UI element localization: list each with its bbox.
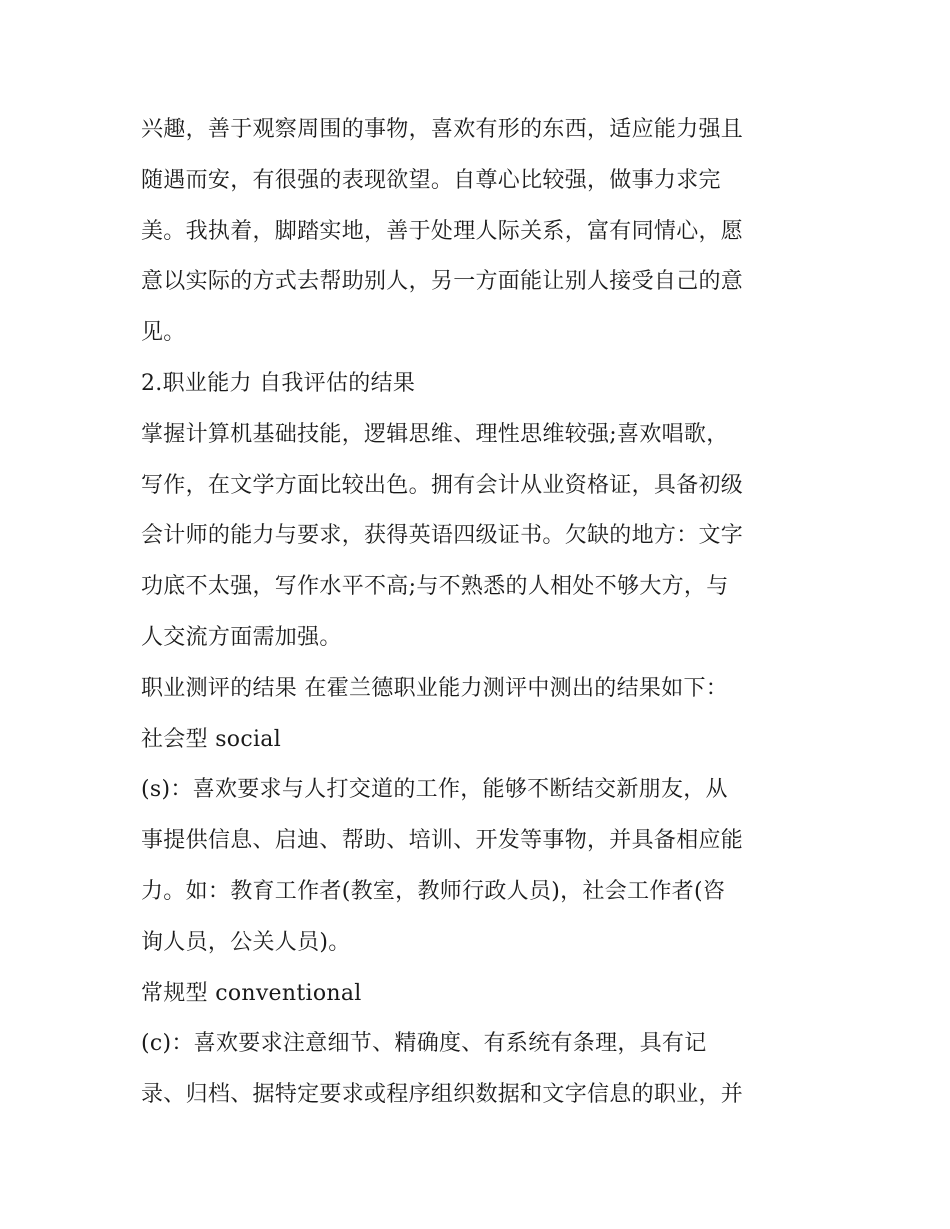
text-line: 职业测评的结果 在霍兰德职业能力测评中测出的结果如下： xyxy=(141,675,729,701)
text-line: 录、归档、据特定要求或程序组织数据和文字信息的职业，并 xyxy=(141,1082,744,1108)
text-line: 询人员，公关人员)。 xyxy=(141,929,351,955)
type-heading-social: 社会型 social xyxy=(141,726,282,752)
text-line: 意以实际的方式去帮助别人，另一方面能让别人接受自己的意 xyxy=(141,269,744,295)
text-line: 人交流方面需加强。 xyxy=(141,624,342,650)
document-body xyxy=(141,105,821,1121)
text-line: 功底不太强，写作水平不高;与不熟悉的人相处不够大方，与 xyxy=(141,574,729,600)
text-line: (s)：喜欢要求与人打交道的工作，能够不断结交新朋友，从 xyxy=(141,777,728,803)
text-line: 兴趣，善于观察周围的事物，喜欢有形的东西，适应能力强且 xyxy=(141,117,744,142)
text-line: 掌握计算机基础技能，逻辑思维、理性思维较强;喜欢唱歌， xyxy=(141,421,729,447)
text-line: 写作，在文学方面比较出色。拥有会计从业资格证，具备初级 xyxy=(141,472,744,498)
text-line: 随遇而安，有很强的表现欲望。自尊心比较强，做事力求完 xyxy=(141,167,721,193)
text-line: 会计师的能力与要求，获得英语四级证书。欠缺的地方：文字 xyxy=(141,523,744,549)
text-line: 力。如：教育工作者(教室，教师行政人员)，社会工作者(咨 xyxy=(141,878,726,904)
text-line: (c)：喜欢要求注意细节、精确度、有系统有条理，具有记 xyxy=(141,1031,707,1057)
type-heading-conventional: 常规型 conventional xyxy=(141,980,362,1006)
text-line: 美。我执着，脚踏实地，善于处理人际关系，富有同情心，愿 xyxy=(141,218,744,244)
section-heading: 2.职业能力 自我评估的结果 xyxy=(141,370,416,396)
text-line: 见。 xyxy=(141,320,186,346)
text-line: 事提供信息、启迪、帮助、培训、开发等事物，并具备相应能 xyxy=(141,828,744,854)
